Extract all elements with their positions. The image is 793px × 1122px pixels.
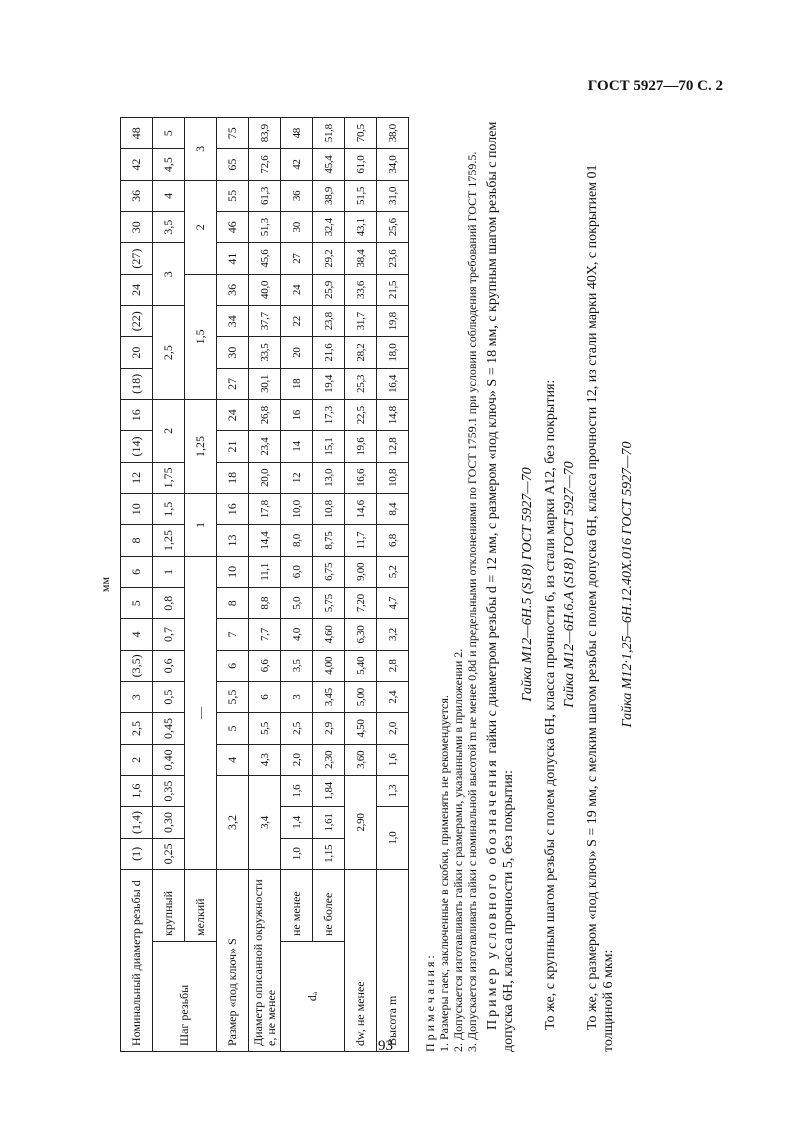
coarse-cell: 0,25: [153, 838, 185, 869]
da_max-cell: 5,75: [313, 588, 345, 619]
da_min-cell: 6,0: [281, 556, 313, 587]
diameter-cell: (27): [121, 243, 153, 274]
s-cell: 4: [217, 744, 249, 775]
da_max-cell: 13,0: [313, 462, 345, 493]
nut-dimensions-table: [120, 117, 409, 1052]
notes: [423, 117, 479, 1052]
m-cell: 21,5: [377, 274, 409, 305]
da_max-cell: 2,9: [313, 713, 345, 744]
e-cell: 17,8: [249, 494, 281, 525]
da_max-cell: 4,60: [313, 619, 345, 650]
m-cell: 23,6: [377, 243, 409, 274]
dw-cell: 61,0: [345, 149, 377, 180]
coarse-cell: 0,7: [153, 619, 185, 650]
e-cell: 8,8: [249, 588, 281, 619]
dw-label: dw, не менее: [345, 869, 377, 1051]
diameter-cell: 42: [121, 149, 153, 180]
dw-cell: 38,4: [345, 243, 377, 274]
e-cell: 37,7: [249, 306, 281, 337]
s-cell: 16: [217, 494, 249, 525]
dw-cell: 5,40: [345, 650, 377, 681]
dw-cell: 6,30: [345, 619, 377, 650]
coarse-cell: 3: [153, 243, 185, 306]
diameter-cell: (18): [121, 368, 153, 399]
diameter-cell: 2,5: [121, 713, 153, 744]
da_min-cell: 42: [281, 149, 313, 180]
diameter-cell: (22): [121, 306, 153, 337]
example-2-text: То же, с крупным шагом резьбы с полем допуска 6H, класса прочности 6, из стали марки А12, без покрытия:: [543, 379, 558, 1030]
m-cell: 2,8: [377, 650, 409, 681]
m-cell: 3,2: [377, 619, 409, 650]
e-cell: 11,1: [249, 556, 281, 587]
e-cell: 6: [249, 682, 281, 713]
da_max-cell: 45,4: [313, 149, 345, 180]
s-cell: 5: [217, 713, 249, 744]
da_max-cell: 51,8: [313, 118, 345, 149]
dw-cell: 22,5: [345, 400, 377, 431]
diameter-cell: 8: [121, 525, 153, 556]
s-cell: 75: [217, 118, 249, 149]
da_max-cell: 38,9: [313, 180, 345, 211]
fine-cell: 1: [185, 494, 217, 557]
s-cell: 65: [217, 149, 249, 180]
coarse-cell: 0,8: [153, 588, 185, 619]
s-row: [217, 118, 249, 1052]
dw-cell: 19,6: [345, 431, 377, 462]
e-cell: 5,5: [249, 713, 281, 744]
da_max-cell: 8,75: [313, 525, 345, 556]
diameter-cell: 1,6: [121, 775, 153, 806]
e-cell: 33,5: [249, 337, 281, 368]
e-cell: 14,4: [249, 525, 281, 556]
coarse-cell: 0,35: [153, 775, 185, 806]
s-cell: 13: [217, 525, 249, 556]
diameter-cell: (3,5): [121, 650, 153, 681]
page-header: ГОСТ 5927—70 С. 2: [587, 78, 723, 94]
coarse-cell: 0,45: [153, 713, 185, 744]
da_min-cell: 4,0: [281, 619, 313, 650]
dw-cell: 70,5: [345, 118, 377, 149]
diameter-cell: 6: [121, 556, 153, 587]
dw-cell: 31,7: [345, 306, 377, 337]
coarse-cell: 5: [153, 118, 185, 149]
dw-cell: 51,5: [345, 180, 377, 211]
s-cell: 27: [217, 368, 249, 399]
fine-cell: 3: [185, 118, 217, 181]
example-intro-paragraph: [485, 117, 517, 1052]
da_min-cell: 1,0: [281, 838, 313, 869]
m-cell: 34,0: [377, 149, 409, 180]
da_max-cell: 32,4: [313, 212, 345, 243]
diameter-cell: (1): [121, 838, 153, 869]
da_min-cell: 5,0: [281, 588, 313, 619]
e-cell: 26,8: [249, 400, 281, 431]
da_max-cell: 6,75: [313, 556, 345, 587]
dw-cell: 43,1: [345, 212, 377, 243]
coarse-cell: 0,40: [153, 744, 185, 775]
e-cell: 30,1: [249, 368, 281, 399]
s-cell: 41: [217, 243, 249, 274]
notes-title: Примечания:: [423, 952, 437, 1052]
da_min-cell: 12: [281, 462, 313, 493]
da_min-cell: 3,5: [281, 650, 313, 681]
s-cell: 55: [217, 180, 249, 211]
s-cell: 18: [217, 462, 249, 493]
dw-cell: 3,60: [345, 744, 377, 775]
da_min-cell: 3: [281, 682, 313, 713]
coarse-cell: 0,30: [153, 807, 185, 838]
designation-examples: [485, 117, 636, 1052]
s-cell: 34: [217, 306, 249, 337]
m-cell: 16,4: [377, 368, 409, 399]
s-cell: 10: [217, 556, 249, 587]
unit-label: мм: [98, 576, 112, 593]
dw-cell: 14,6: [345, 494, 377, 525]
page-number: 93: [378, 1038, 393, 1054]
s-cell: 46: [217, 212, 249, 243]
s-cell: 36: [217, 274, 249, 305]
s-label: Размер «под ключ» S: [217, 869, 249, 1051]
dw-cell: 28,2: [345, 337, 377, 368]
s-cell: 7: [217, 619, 249, 650]
da_min-cell: 36: [281, 180, 313, 211]
m-cell: 12,8: [377, 431, 409, 462]
da_max-cell: 25,9: [313, 274, 345, 305]
diameter-cell: 5: [121, 588, 153, 619]
e-cell: 20,0: [249, 462, 281, 493]
da_min-cell: 16: [281, 400, 313, 431]
da_min-cell: 10,0: [281, 494, 313, 525]
m-cell: 38,0: [377, 118, 409, 149]
fine-cell: 1,5: [185, 274, 217, 399]
fine-pitch-row: [185, 118, 217, 1052]
example-heading: Пример условного обозначения: [485, 757, 500, 1030]
diameter-cell: 4: [121, 619, 153, 650]
e-cell: 45,6: [249, 243, 281, 274]
e-cell: 6,6: [249, 650, 281, 681]
da_min-cell: 22: [281, 306, 313, 337]
da_max-cell: 21,6: [313, 337, 345, 368]
coarse-label: крупный: [153, 869, 185, 941]
da_max-cell: 10,8: [313, 494, 345, 525]
da_min-cell: 30: [281, 212, 313, 243]
m-cell: 1,3: [377, 775, 409, 806]
da_min-cell: 2,0: [281, 744, 313, 775]
m-cell: 10,8: [377, 462, 409, 493]
da_max-cell: 23,8: [313, 306, 345, 337]
e-cell: 61,3: [249, 180, 281, 211]
m-cell: 18,0: [377, 337, 409, 368]
m-cell: 5,2: [377, 556, 409, 587]
m-cell: 14,8: [377, 400, 409, 431]
da-label: dₐ: [281, 942, 345, 1052]
coarse-cell: 0,6: [153, 650, 185, 681]
s-cell: 5,5: [217, 682, 249, 713]
m-cell: 25,6: [377, 212, 409, 243]
note-1: 1. Размеры гаек, заключенные в скобки, применять не рекомендуется.: [437, 695, 451, 1052]
da_max-cell: 1,61: [313, 807, 345, 838]
s-cell: 3,2: [217, 775, 249, 869]
da_max-cell: 2,30: [313, 744, 345, 775]
example-1: Гайка М12—6Н.5 (S18) ГОСТ 5927—70: [520, 467, 535, 702]
coarse-cell: 4,5: [153, 149, 185, 180]
s-cell: 6: [217, 650, 249, 681]
dw-cell: 5,00: [345, 682, 377, 713]
s-cell: 24: [217, 400, 249, 431]
e-cell: 83,9: [249, 118, 281, 149]
diameter-cell: 16: [121, 400, 153, 431]
fine-cell: —: [185, 556, 217, 869]
e-cell: 23,4: [249, 431, 281, 462]
coarse-cell: 1,75: [153, 462, 185, 493]
note-3: 3. Допускается изготавливать гайки с номинальной высотой m не менее 0,8d и предельными отклонениями по ГОСТ 1759.1 при условии соблюдения требований ГОСТ 1759.5.: [465, 151, 479, 1052]
example-3: Гайка М12·1,25—6Н.12.40Х.016 ГОСТ 5927—70: [620, 441, 635, 728]
da_min-cell: 8,0: [281, 525, 313, 556]
m-cell: 6,8: [377, 525, 409, 556]
diameter-cell: 24: [121, 274, 153, 305]
s-cell: 21: [217, 431, 249, 462]
coarse-cell: 1,5: [153, 494, 185, 525]
dw-cell: 16,6: [345, 462, 377, 493]
coarse-cell: 1,25: [153, 525, 185, 556]
example-2: Гайка М12—6Н.6.А (S18) ГОСТ 5927—70: [562, 461, 577, 708]
da_min-cell: 14: [281, 431, 313, 462]
dw-cell: 2,90: [345, 775, 377, 869]
coarse-cell: 1: [153, 556, 185, 587]
note-2: 2. Допускается изготавливать гайки с размерами, указанными в приложении 2.: [451, 648, 465, 1052]
m-cell: 19,8: [377, 306, 409, 337]
dw-cell: 11,7: [345, 525, 377, 556]
e-cell: 3,4: [249, 775, 281, 869]
dw-cell: 9,00: [345, 556, 377, 587]
diameter-cell: (14): [121, 431, 153, 462]
da_max-cell: 29,2: [313, 243, 345, 274]
diameter-cell: 48: [121, 118, 153, 149]
e-label: Диаметр описанной окружности e, не менее: [249, 869, 281, 1051]
coarse-pitch-row: [153, 118, 185, 1052]
m-cell: 1,6: [377, 744, 409, 775]
e-cell: 72,6: [249, 149, 281, 180]
da-max-label: не более: [313, 869, 345, 941]
da_max-cell: 1,15: [313, 838, 345, 869]
m-cell: 4,7: [377, 588, 409, 619]
coarse-cell: 0,5: [153, 682, 185, 713]
e-row: [249, 118, 281, 1052]
example-3-text: То же, с размером «под ключ» S = 19 мм, с мелким шагом резьбы с полем допуска 6H, класса прочности 12, из стали марки 40Х, с покрытием 01 толщиной 6 мкм:: [585, 164, 616, 1052]
da_max-cell: 4,00: [313, 650, 345, 681]
dw-cell: 4,50: [345, 713, 377, 744]
diameter-row: [121, 118, 153, 1052]
da_max-cell: 1,84: [313, 775, 345, 806]
diameter-cell: 3: [121, 682, 153, 713]
m-cell: 8,4: [377, 494, 409, 525]
dw-cell: 33,6: [345, 274, 377, 305]
m-cell: 2,0: [377, 713, 409, 744]
m-label: Высота m: [377, 869, 409, 1051]
da_min-cell: 1,6: [281, 775, 313, 806]
m-cell: 1,0: [377, 807, 409, 870]
e-cell: 40,0: [249, 274, 281, 305]
da-min-row: [281, 118, 313, 1052]
da_max-cell: 19,4: [313, 368, 345, 399]
diameter-cell: 2: [121, 744, 153, 775]
da_min-cell: 27: [281, 243, 313, 274]
coarse-cell: 2,5: [153, 306, 185, 400]
da_max-cell: 15,1: [313, 431, 345, 462]
da-min-label: не менее: [281, 869, 313, 941]
pitch-label: Шаг резьбы: [153, 942, 217, 1052]
da_min-cell: 18: [281, 368, 313, 399]
s-cell: 30: [217, 337, 249, 368]
da_min-cell: 24: [281, 274, 313, 305]
da_min-cell: 2,5: [281, 713, 313, 744]
coarse-cell: 4: [153, 180, 185, 211]
m-row: [377, 118, 409, 1052]
fine-label: мелкий: [185, 869, 217, 941]
da_min-cell: 20: [281, 337, 313, 368]
s-cell: 8: [217, 588, 249, 619]
coarse-cell: 3,5: [153, 212, 185, 243]
diameter-label: Номинальный диаметр резьбы d: [121, 869, 153, 1051]
m-cell: 2,4: [377, 682, 409, 713]
diameter-cell: 36: [121, 180, 153, 211]
dw-cell: 7,20: [345, 588, 377, 619]
e-cell: 7,7: [249, 619, 281, 650]
e-cell: 51,3: [249, 212, 281, 243]
fine-cell: 1,25: [185, 400, 217, 494]
diameter-cell: 30: [121, 212, 153, 243]
dw-cell: 25,3: [345, 368, 377, 399]
da_min-cell: 1,4: [281, 807, 313, 838]
diameter-cell: 20: [121, 337, 153, 368]
example-intro: гайки с диаметром резьбы d = 12 мм, с размером «под ключ» S = 18 мм, с крупным шагом резьбы с полем допуска 6H, класса прочности 5, без покрытия:: [485, 121, 516, 1052]
da_max-cell: 17,3: [313, 400, 345, 431]
m-cell: 31,0: [377, 180, 409, 211]
rotated-content: [98, 117, 658, 1052]
diameter-cell: 12: [121, 462, 153, 493]
coarse-cell: 2: [153, 400, 185, 463]
dw-row: [345, 118, 377, 1052]
diameter-cell: (1,4): [121, 807, 153, 838]
da-max-row: [313, 118, 345, 1052]
diameter-cell: 10: [121, 494, 153, 525]
fine-cell: 2: [185, 180, 217, 274]
e-cell: 4,3: [249, 744, 281, 775]
da_min-cell: 48: [281, 118, 313, 149]
da_max-cell: 3,45: [313, 682, 345, 713]
